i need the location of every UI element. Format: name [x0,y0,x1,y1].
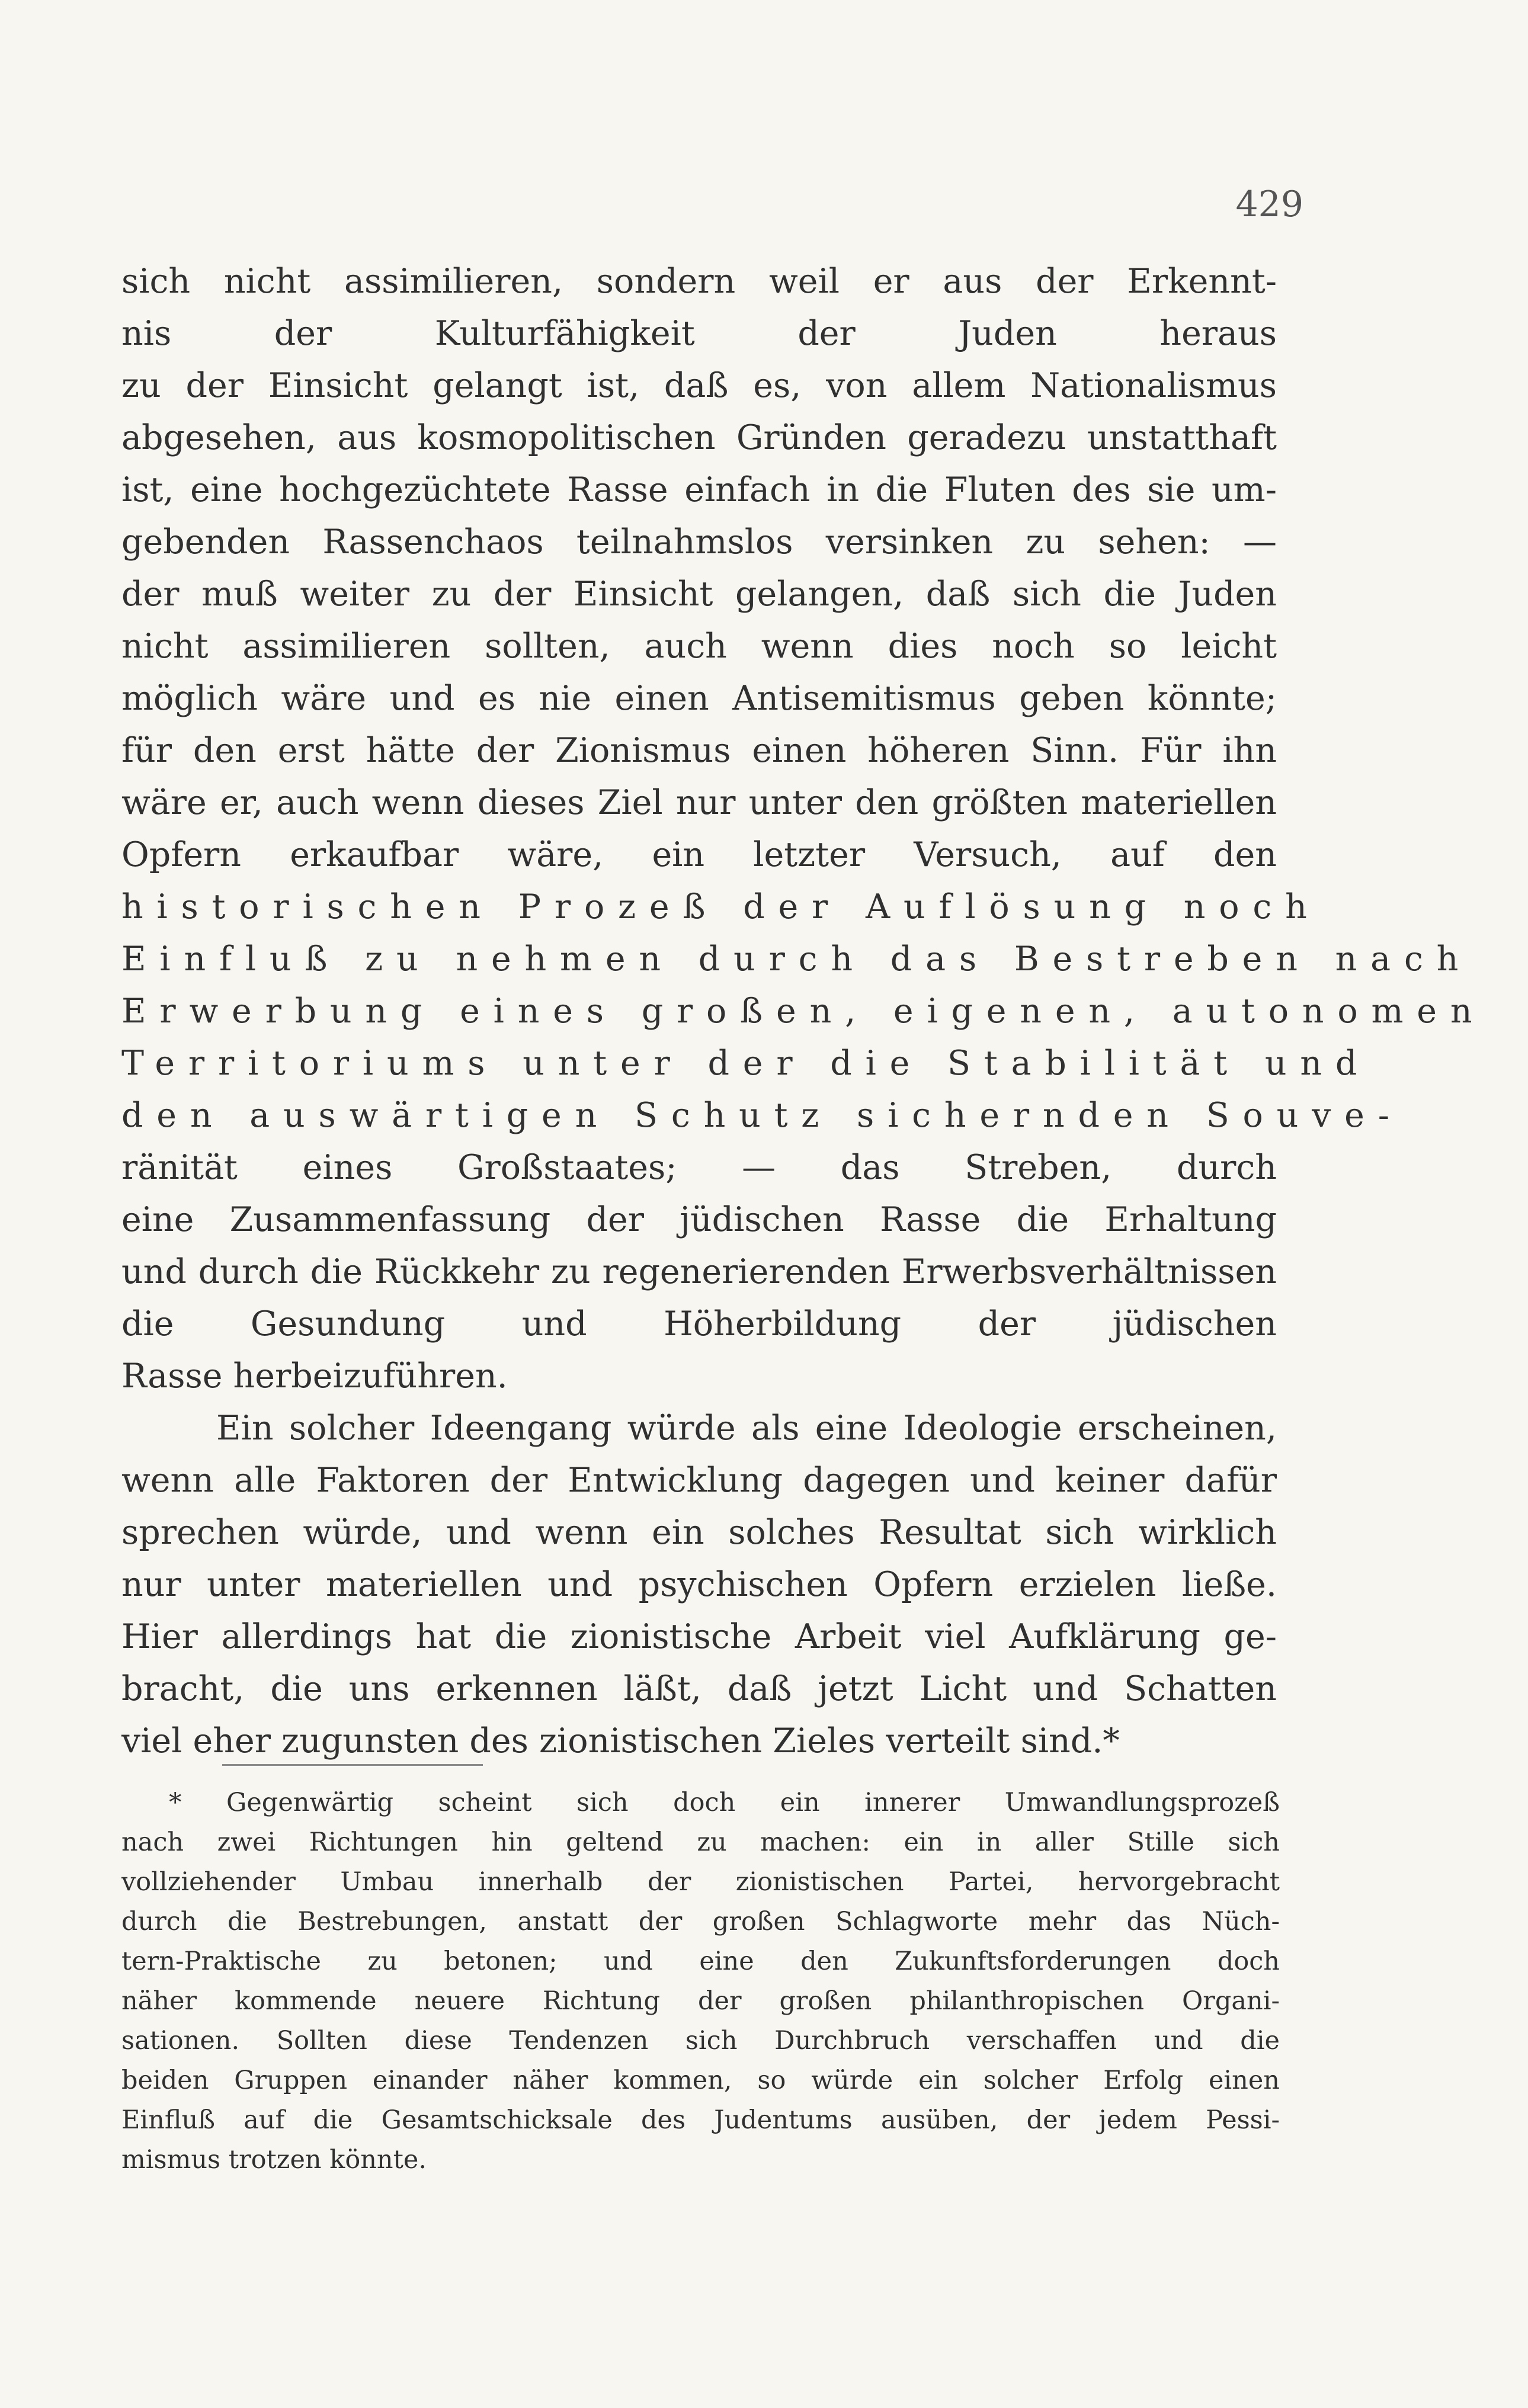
text-line: Territoriums unter der die Stabilität und [121,1044,1371,1083]
footnote-line: sationen. Sollten diese Tendenzen sich Durchbruch verschaffen und die [121,2026,1280,2056]
footnote-line: tern-Praktische zu betonen; und eine den Zukunftsforderungen doch [121,1947,1280,1976]
text-line: den auswärtigen Schutz sichernden Souve- [121,1096,1403,1135]
page-number: 429 [1235,184,1303,225]
text-line: die Gesundung und Höherbildung der jüdischen [121,1304,1277,1344]
text-line: historischen Prozeß der Auflösung noch [121,887,1321,926]
text-line: für den erst hätte der Zionismus einen höheren Sinn. Für ihn [121,731,1277,770]
text-line: bracht, die uns erkennen läßt, daß jetzt Licht und Schatten [121,1669,1277,1708]
text-line: sich nicht assimilieren, sondern weil er aus der Erkennt- [121,262,1277,301]
text-line: Ein solcher Ideengang würde als eine Ideologie erscheinen, [216,1409,1277,1448]
text-line: der muß weiter zu der Einsicht gelangen, daß sich die Juden [121,575,1277,614]
text-line: wenn alle Faktoren der Entwicklung dagegen und keiner dafür [121,1461,1277,1500]
footnote-line: näher kommende neuere Richtung der großen philanthropischen Organi- [121,1986,1280,2016]
footnote-divider [222,1764,483,1766]
footnote-line: durch die Bestrebungen, anstatt der großen Schlagworte mehr das Nüch- [121,1907,1280,1936]
footnote-line: vollziehender Umbau innerhalb der zionistischen Partei, hervorgebracht [121,1867,1280,1897]
footnote-line: mismus trotzen könnte. [121,2145,427,2175]
text-line: eine Zusammenfassung der jüdischen Rasse die Erhaltung [121,1200,1277,1239]
text-line: Rasse herbeizuführen. [121,1357,508,1396]
text-line: Erwerbung eines großen, eigenen, autonomen [121,992,1486,1031]
footnote-line: nach zwei Richtungen hin geltend zu machen: ein in aller Stille sich [121,1827,1280,1857]
text-line: Einfluß zu nehmen durch das Bestreben nach [121,940,1472,979]
text-line: wäre er, auch wenn dieses Ziel nur unter den größten materiellen [121,783,1277,822]
text-line: möglich wäre und es nie einen Antisemitismus geben könnte; [121,679,1277,718]
text-line: nis der Kulturfähigkeit der Juden heraus [121,314,1277,353]
text-line: viel eher zugunsten des zionistischen Zieles verteilt sind.* [121,1721,1120,1761]
text-line: abgesehen, aus kosmopolitischen Gründen geradezu unstatthaft [121,418,1277,457]
text-line: sprechen würde, und wenn ein solches Resultat sich wirklich [121,1513,1277,1552]
text-line: nur unter materiellen und psychischen Opfern erzielen ließe. [121,1565,1277,1604]
text-line: gebenden Rassenchaos teilnahmslos versinken zu sehen: — [121,522,1277,562]
footnote-line: * Gegenwärtig scheint sich doch ein innerer Umwandlungsprozeß [169,1788,1280,1817]
text-line: Hier allerdings hat die zionistische Arbeit viel Aufklärung ge- [121,1617,1277,1656]
text-line: ist, eine hochgezüchtete Rasse einfach in die Fluten des sie um- [121,470,1277,509]
text-line: zu der Einsicht gelangt ist, daß es, von allem Nationalismus [121,366,1277,405]
text-line: nicht assimilieren sollten, auch wenn dies noch so leicht [121,627,1277,666]
text-line: ränität eines Großstaates; — das Streben, durch [121,1148,1277,1187]
text-line: und durch die Rückkehr zu regenerierenden Erwerbsverhältnissen [121,1252,1277,1291]
text-line: Opfern erkaufbar wäre, ein letzter Versuch, auf den [121,835,1277,874]
footnote-line: Einfluß auf die Gesamtschicksale des Judentums ausüben, der jedem Pessi- [121,2105,1280,2135]
footnote-line: beiden Gruppen einander näher kommen, so würde ein solcher Erfolg einen [121,2066,1280,2095]
